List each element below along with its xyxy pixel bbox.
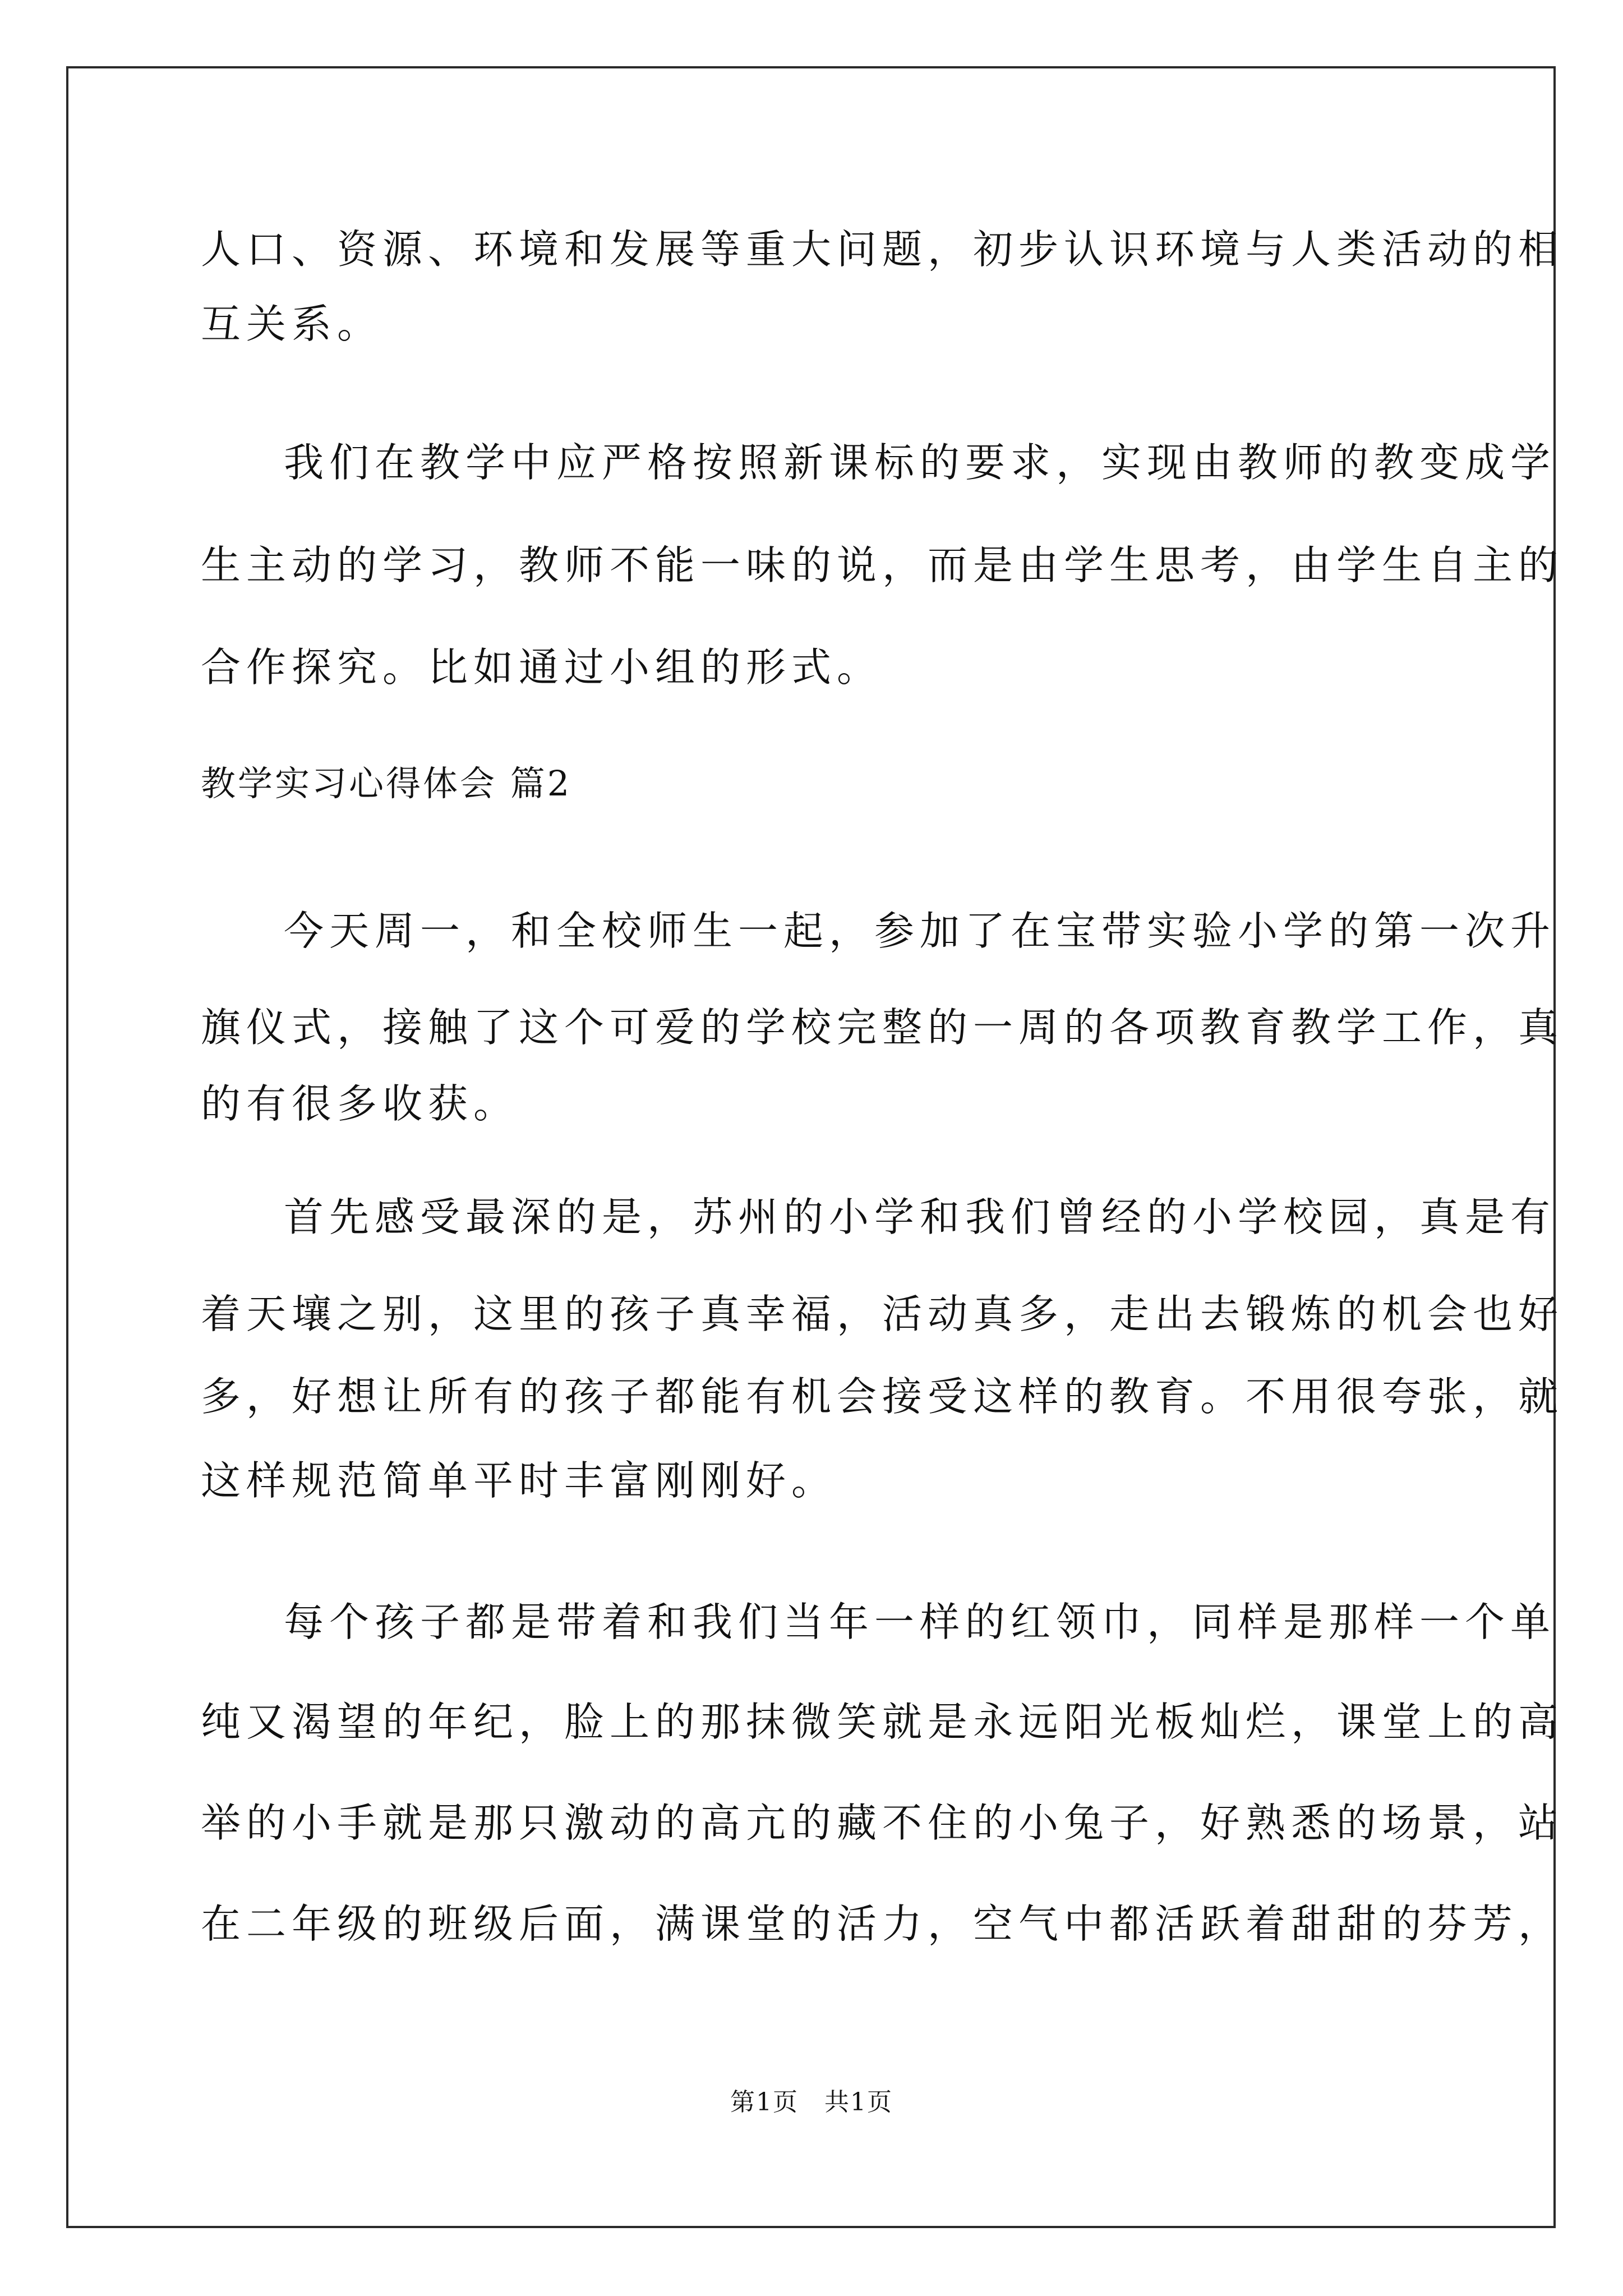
text-line: 多，好想让所有的孩子都能有机会接受这样的教育。不用很夸张，就 bbox=[201, 1373, 1564, 1420]
section-heading: 教学实习心得体会 篇2 bbox=[201, 763, 572, 804]
text-line: 着天壤之别，这里的孩子真幸福，活动真多，走出去锻炼的机会也好 bbox=[201, 1291, 1564, 1337]
text-line: 的有很多收获。 bbox=[201, 1080, 519, 1127]
text-line: 举的小手就是那只激动的高亢的藏不住的小兔子，好熟悉的场景，站 bbox=[201, 1800, 1564, 1846]
page-footer: 第1页 共1页 bbox=[730, 2088, 893, 2116]
text-line: 生主动的学习，教师不能一味的说，而是由学生思考，由学生自主的 bbox=[201, 542, 1564, 588]
text-line: 人口、资源、环境和发展等重大问题，初步认识环境与人类活动的相 bbox=[201, 226, 1564, 273]
text-line: 旗仪式，接触了这个可爱的学校完整的一周的各项教育教学工作，真 bbox=[201, 1004, 1564, 1051]
text-line: 每个孩子都是带着和我们当年一样的红领巾，同样是那样一个单 bbox=[284, 1599, 1556, 1645]
text-line: 今天周一，和全校师生一起，参加了在宝带实验小学的第一次升 bbox=[284, 908, 1556, 954]
text-line: 合作探究。比如通过小组的形式。 bbox=[201, 644, 883, 691]
text-line: 互关系。 bbox=[201, 301, 383, 347]
text-line: 纯又渴望的年纪，脸上的那抹微笑就是永远阳光板灿烂，课堂上的高 bbox=[201, 1699, 1564, 1745]
text-line: 这样规范简单平时丰富刚刚好。 bbox=[201, 1457, 837, 1504]
text-line: 我们在教学中应严格按照新课标的要求，实现由教师的教变成学 bbox=[284, 439, 1556, 486]
text-line: 首先感受最深的是，苏州的小学和我们曾经的小学校园，真是有 bbox=[284, 1194, 1556, 1240]
text-line: 在二年级的班级后面，满课堂的活力，空气中都活跃着甜甜的芬芳， bbox=[201, 1901, 1564, 1947]
